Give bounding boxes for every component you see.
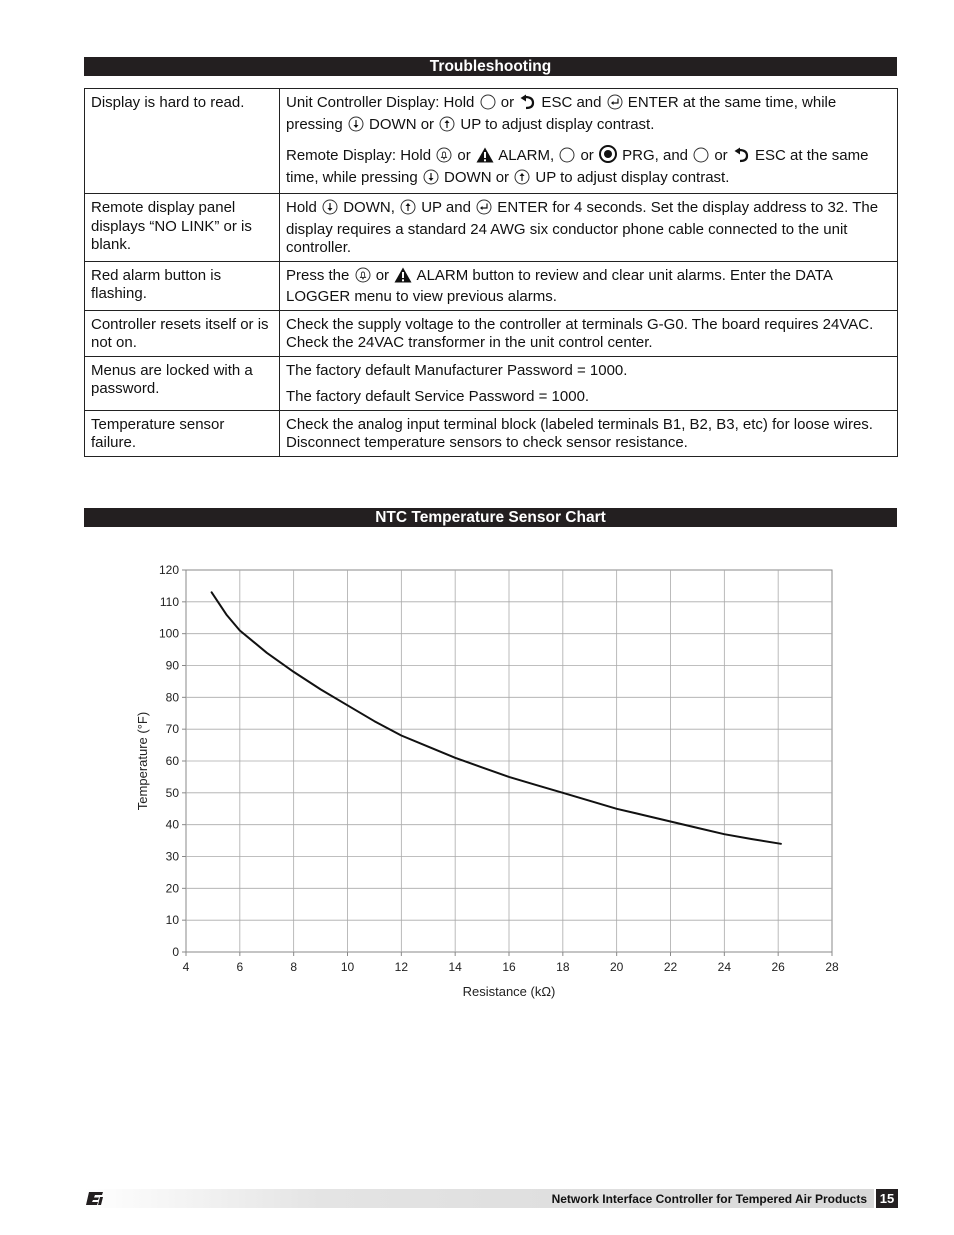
blank-button-icon bbox=[480, 94, 496, 116]
solution-cell bbox=[280, 89, 898, 194]
x-tick-label: 4 bbox=[182, 960, 190, 974]
solution-text: Hold bbox=[286, 199, 322, 216]
solution-text: ENTER for 4 seconds. Set the display address to 32. The display requires a standard 24 AWG six conductor phone cable connected to the unit controller. bbox=[286, 199, 879, 256]
alarm-triangle-icon bbox=[394, 267, 412, 289]
enter-icon bbox=[476, 199, 492, 221]
problem-cell: Menus are locked with a password. bbox=[85, 356, 280, 410]
solution-text: Check the analog input terminal block (labeled terminals B1, B2, B3, etc) for loose wires. Disconnect temperature sensors to check sensor resistance. bbox=[286, 415, 873, 451]
solution-cell bbox=[280, 310, 898, 356]
company-logo-icon bbox=[86, 1191, 104, 1206]
y-tick-label: 40 bbox=[165, 817, 179, 832]
x-tick-label: 24 bbox=[717, 960, 732, 974]
table-row bbox=[85, 261, 898, 310]
down-icon bbox=[348, 116, 364, 138]
solution-text: ESC at the same time, while pressing bbox=[286, 147, 869, 186]
problem-cell: Controller resets itself or is not on. bbox=[85, 310, 280, 356]
down-icon bbox=[423, 169, 439, 191]
solution-paragraph bbox=[286, 388, 891, 407]
solution-cell bbox=[280, 356, 898, 410]
solution-cell bbox=[280, 194, 898, 262]
x-tick-label: 8 bbox=[290, 960, 298, 974]
x-tick-label: 10 bbox=[340, 960, 355, 974]
solution-text: or bbox=[496, 94, 519, 111]
solution-text: Check the supply voltage to the controller at terminals G-G0. The board requires 24VAC. Check the 24VAC transformer in the unit control center. bbox=[286, 315, 874, 351]
esc-arrow-icon bbox=[733, 147, 750, 169]
table-row bbox=[85, 89, 898, 194]
blank-button-icon bbox=[559, 147, 575, 169]
y-tick-label: 120 bbox=[158, 563, 179, 577]
y-tick-label: 80 bbox=[165, 690, 179, 705]
problem-cell: Temperature sensor failure. bbox=[85, 410, 280, 456]
problem-cell: Red alarm button is flashing. bbox=[85, 261, 280, 310]
y-tick-label: 50 bbox=[165, 785, 179, 800]
solution-text: PRG, and bbox=[617, 147, 693, 164]
problem-cell: Remote display panel displays “NO LINK” or is blank. bbox=[85, 194, 280, 262]
y-tick-label: 0 bbox=[172, 945, 179, 959]
x-tick-label: 20 bbox=[609, 960, 624, 974]
x-tick-label: 16 bbox=[502, 960, 516, 974]
solution-text: ENTER at the same time, while pressing bbox=[286, 94, 837, 133]
solution-text: UP and bbox=[417, 199, 476, 216]
y-tick-label: 110 bbox=[159, 594, 179, 609]
y-tick-label: 100 bbox=[158, 626, 179, 641]
solution-text: DOWN or bbox=[364, 115, 439, 133]
solution-text: DOWN, bbox=[339, 199, 400, 216]
up-icon bbox=[400, 199, 416, 221]
solution-text: DOWN or bbox=[439, 168, 514, 186]
prg-icon bbox=[599, 145, 617, 169]
esc-arrow-icon bbox=[519, 94, 536, 116]
solution-paragraph bbox=[286, 199, 891, 258]
bell-button-icon bbox=[436, 147, 452, 169]
x-tick-label: 22 bbox=[663, 960, 678, 974]
solution-text: UP to adjust display contrast. bbox=[456, 115, 655, 133]
solution-cell bbox=[280, 410, 898, 456]
solution-text: The factory default Manufacturer Password = 1000. bbox=[286, 361, 628, 379]
x-tick-label: 6 bbox=[236, 960, 244, 974]
solution-paragraph bbox=[286, 416, 891, 453]
solution-text: Remote Display: Hold bbox=[286, 147, 436, 164]
solution-paragraph bbox=[286, 316, 891, 353]
solution-text: or bbox=[371, 266, 394, 284]
solution-text: or bbox=[576, 147, 598, 164]
x-axis-label: Resistance (kΩ) bbox=[462, 984, 556, 999]
x-tick-label: 28 bbox=[825, 960, 839, 974]
blank-button-icon bbox=[693, 147, 709, 169]
y-tick-label: 90 bbox=[165, 658, 179, 673]
solution-text: ALARM button to review and clear unit alarms. Enter the DATA LOGGER menu to view previous alarms. bbox=[286, 266, 833, 305]
solution-paragraph bbox=[286, 362, 891, 381]
solution-text: or bbox=[710, 147, 732, 164]
solution-text: Press the bbox=[286, 266, 354, 284]
up-icon bbox=[514, 169, 530, 191]
alarm-triangle-icon bbox=[476, 147, 494, 169]
x-tick-label: 26 bbox=[771, 960, 785, 974]
x-tick-label: 12 bbox=[394, 960, 409, 974]
solution-cell bbox=[280, 261, 898, 310]
footer-title: Network Interface Controller for Tempered Air Products bbox=[551, 1192, 867, 1206]
x-tick-label: 14 bbox=[448, 960, 462, 974]
up-icon bbox=[439, 116, 455, 138]
page-number: 15 bbox=[876, 1189, 898, 1208]
y-tick-label: 70 bbox=[165, 722, 179, 737]
solution-text: Unit Controller Display: Hold bbox=[286, 94, 479, 111]
table-row bbox=[85, 194, 898, 262]
solution-text: ESC and bbox=[537, 94, 606, 111]
enter-icon bbox=[607, 94, 623, 116]
solution-paragraph bbox=[286, 94, 891, 137]
down-icon bbox=[322, 199, 338, 221]
solution-text: The factory default Service Password = 1000. bbox=[286, 388, 590, 405]
y-tick-label: 30 bbox=[165, 849, 179, 864]
solution-paragraph bbox=[286, 267, 891, 307]
solution-text: UP to adjust display contrast. bbox=[531, 168, 730, 186]
table-row bbox=[85, 356, 898, 410]
ntc-temperature-chart bbox=[130, 555, 850, 1005]
table-row bbox=[85, 410, 898, 456]
y-tick-label: 20 bbox=[165, 881, 179, 896]
ntc-chart-header: NTC Temperature Sensor Chart bbox=[84, 508, 897, 527]
x-tick-label: 18 bbox=[556, 960, 570, 974]
problem-cell: Display is hard to read. bbox=[85, 89, 280, 194]
y-axis-label: Temperature (°F) bbox=[135, 711, 150, 811]
bell-button-icon bbox=[355, 267, 371, 289]
table-row bbox=[85, 310, 898, 356]
solution-text: ALARM, bbox=[494, 147, 559, 164]
solution-text: or bbox=[453, 147, 475, 164]
troubleshooting-header: Troubleshooting bbox=[84, 57, 897, 76]
y-tick-label: 10 bbox=[165, 913, 179, 928]
solution-paragraph bbox=[286, 145, 891, 190]
y-tick-label: 60 bbox=[165, 754, 179, 768]
troubleshooting-table bbox=[84, 88, 898, 457]
